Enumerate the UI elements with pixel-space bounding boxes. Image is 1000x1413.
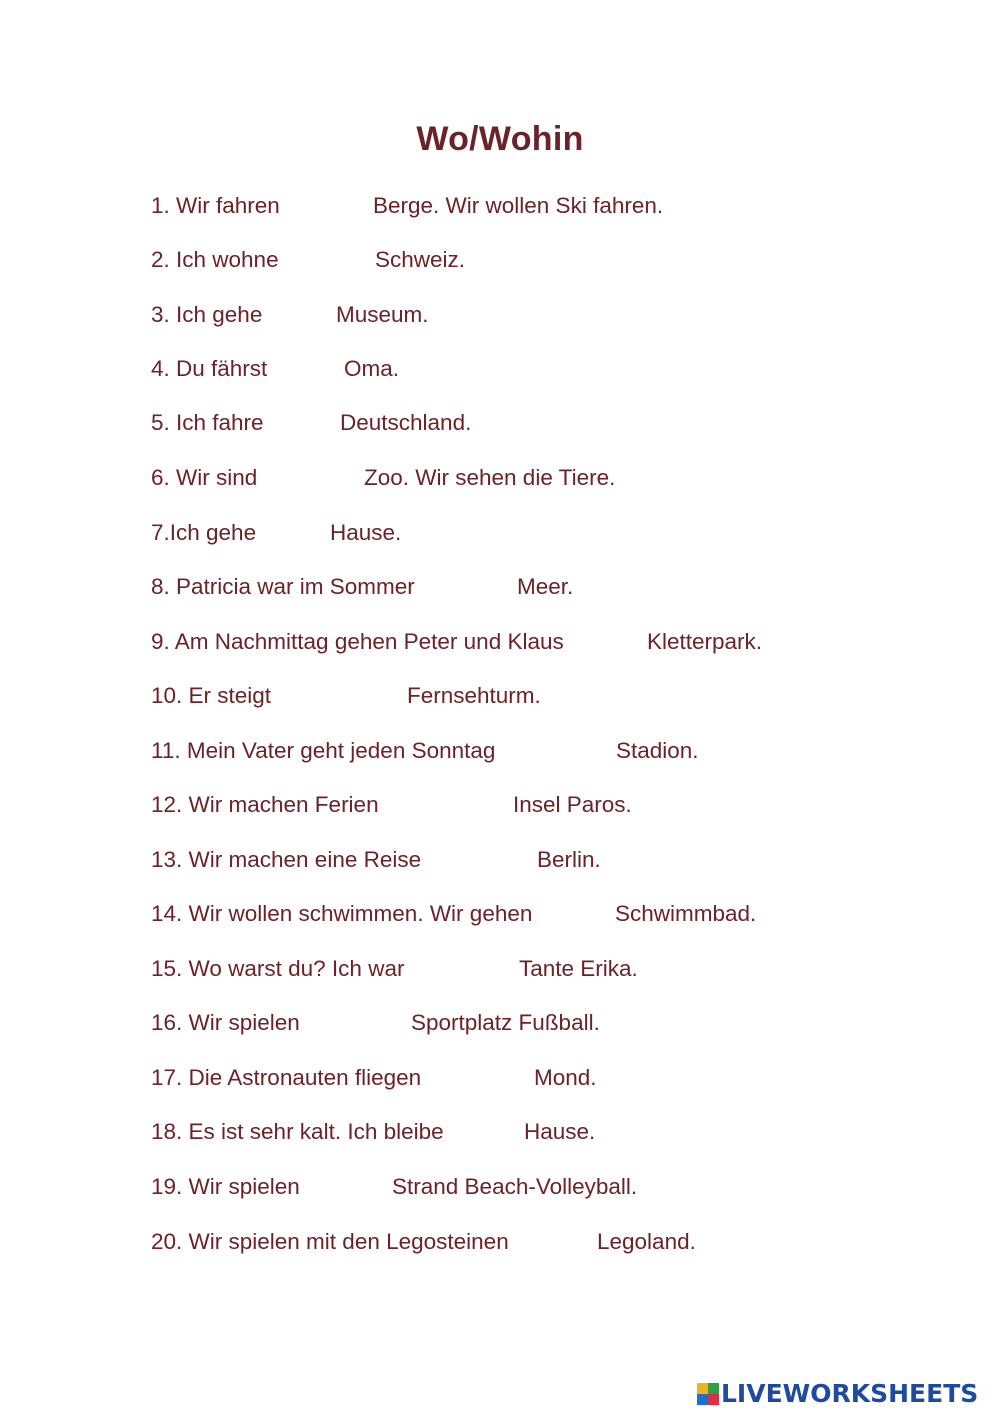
exercise-item [151,1006,951,1040]
exercise-text-after: Sportplatz Fußball. [411,1010,600,1035]
exercise-text-after: Mond. [534,1065,597,1090]
liveworksheets-logo [697,1376,978,1412]
exercise-text-after: Museum. [336,302,429,327]
exercise-text-before: 11. Mein Vater geht jeden Sonntag [151,738,496,763]
exercise-item [151,1115,951,1149]
exercise-item [151,679,951,713]
exercise-text-after: Oma. [344,356,400,381]
exercise-text-before: 3. Ich gehe [151,302,263,327]
exercise-item [151,625,951,659]
exercise-item [151,352,951,386]
exercise-text-before: 1. Wir fahren [151,193,280,218]
liveworksheets-logo-icon [697,1383,719,1405]
exercise-item [151,1170,951,1204]
exercise-text-before: 7.Ich gehe [151,520,257,545]
exercise-text-after: Zoo. Wir sehen die Tiere. [364,465,616,490]
exercise-text-after: Schwimmbad. [615,901,757,926]
exercise-item [151,461,951,495]
exercise-text-after: Hause. [524,1119,596,1144]
exercise-text-before: 4. Du fährst [151,356,268,381]
exercise-text-before: 9. Am Nachmittag gehen Peter und Klaus [151,629,564,654]
exercise-text-before: 19. Wir spielen [151,1174,300,1199]
exercise-item [151,788,951,822]
exercise-item [151,516,951,550]
exercise-item [151,189,951,223]
exercise-text-before: 20. Wir spielen mit den Legosteinen [151,1229,509,1254]
exercise-text-before: 17. Die Astronauten fliegen [151,1065,422,1090]
exercise-item [151,734,951,768]
exercise-text-before: 16. Wir spielen [151,1010,300,1035]
exercise-text-before: 12. Wir machen Ferien [151,792,379,817]
exercise-text-before: 5. Ich fahre [151,410,264,435]
page-title: Wo/Wohin [416,120,584,158]
exercise-item [151,298,951,332]
exercise-text-after: Legoland. [597,1229,696,1254]
exercise-text-after: Insel Paros. [513,792,632,817]
exercise-item [151,952,951,986]
exercise-text-after: Tante Erika. [519,956,638,981]
exercise-item [151,897,951,931]
exercise-text-after: Berge. Wir wollen Ski fahren. [373,193,664,218]
exercise-item [151,1061,951,1095]
exercise-item [151,570,951,604]
exercise-text-before: 8. Patricia war im Sommer [151,574,415,599]
exercise-text-before: 14. Wir wollen schwimmen. Wir gehen [151,901,533,926]
exercise-item [151,1225,951,1259]
exercise-text-before: 6. Wir sind [151,465,258,490]
exercise-text-after: Deutschland. [340,410,472,435]
exercise-item [151,843,951,877]
logo-text: LIVEWORKSHEETS [721,1379,979,1408]
exercise-text-before: 13. Wir machen eine Reise [151,847,422,872]
exercise-text-after: Stadion. [616,738,699,763]
exercise-text-after: Kletterpark. [647,629,763,654]
exercise-text-before: 18. Es ist sehr kalt. Ich bleibe [151,1119,444,1144]
exercise-text-after: Fernsehturm. [407,683,541,708]
exercise-text-before: 2. Ich wohne [151,247,279,272]
exercise-text-after: Hause. [330,520,402,545]
exercise-text-after: Strand Beach-Volleyball. [392,1174,638,1199]
exercise-text-before: 10. Er steigt [151,683,272,708]
exercise-text-before: 15. Wo warst du? Ich war [151,956,405,981]
exercise-item [151,406,951,440]
exercise-text-after: Berlin. [537,847,601,872]
exercise-text-after: Meer. [517,574,574,599]
exercise-item [151,243,951,277]
exercise-text-after: Schweiz. [375,247,466,272]
